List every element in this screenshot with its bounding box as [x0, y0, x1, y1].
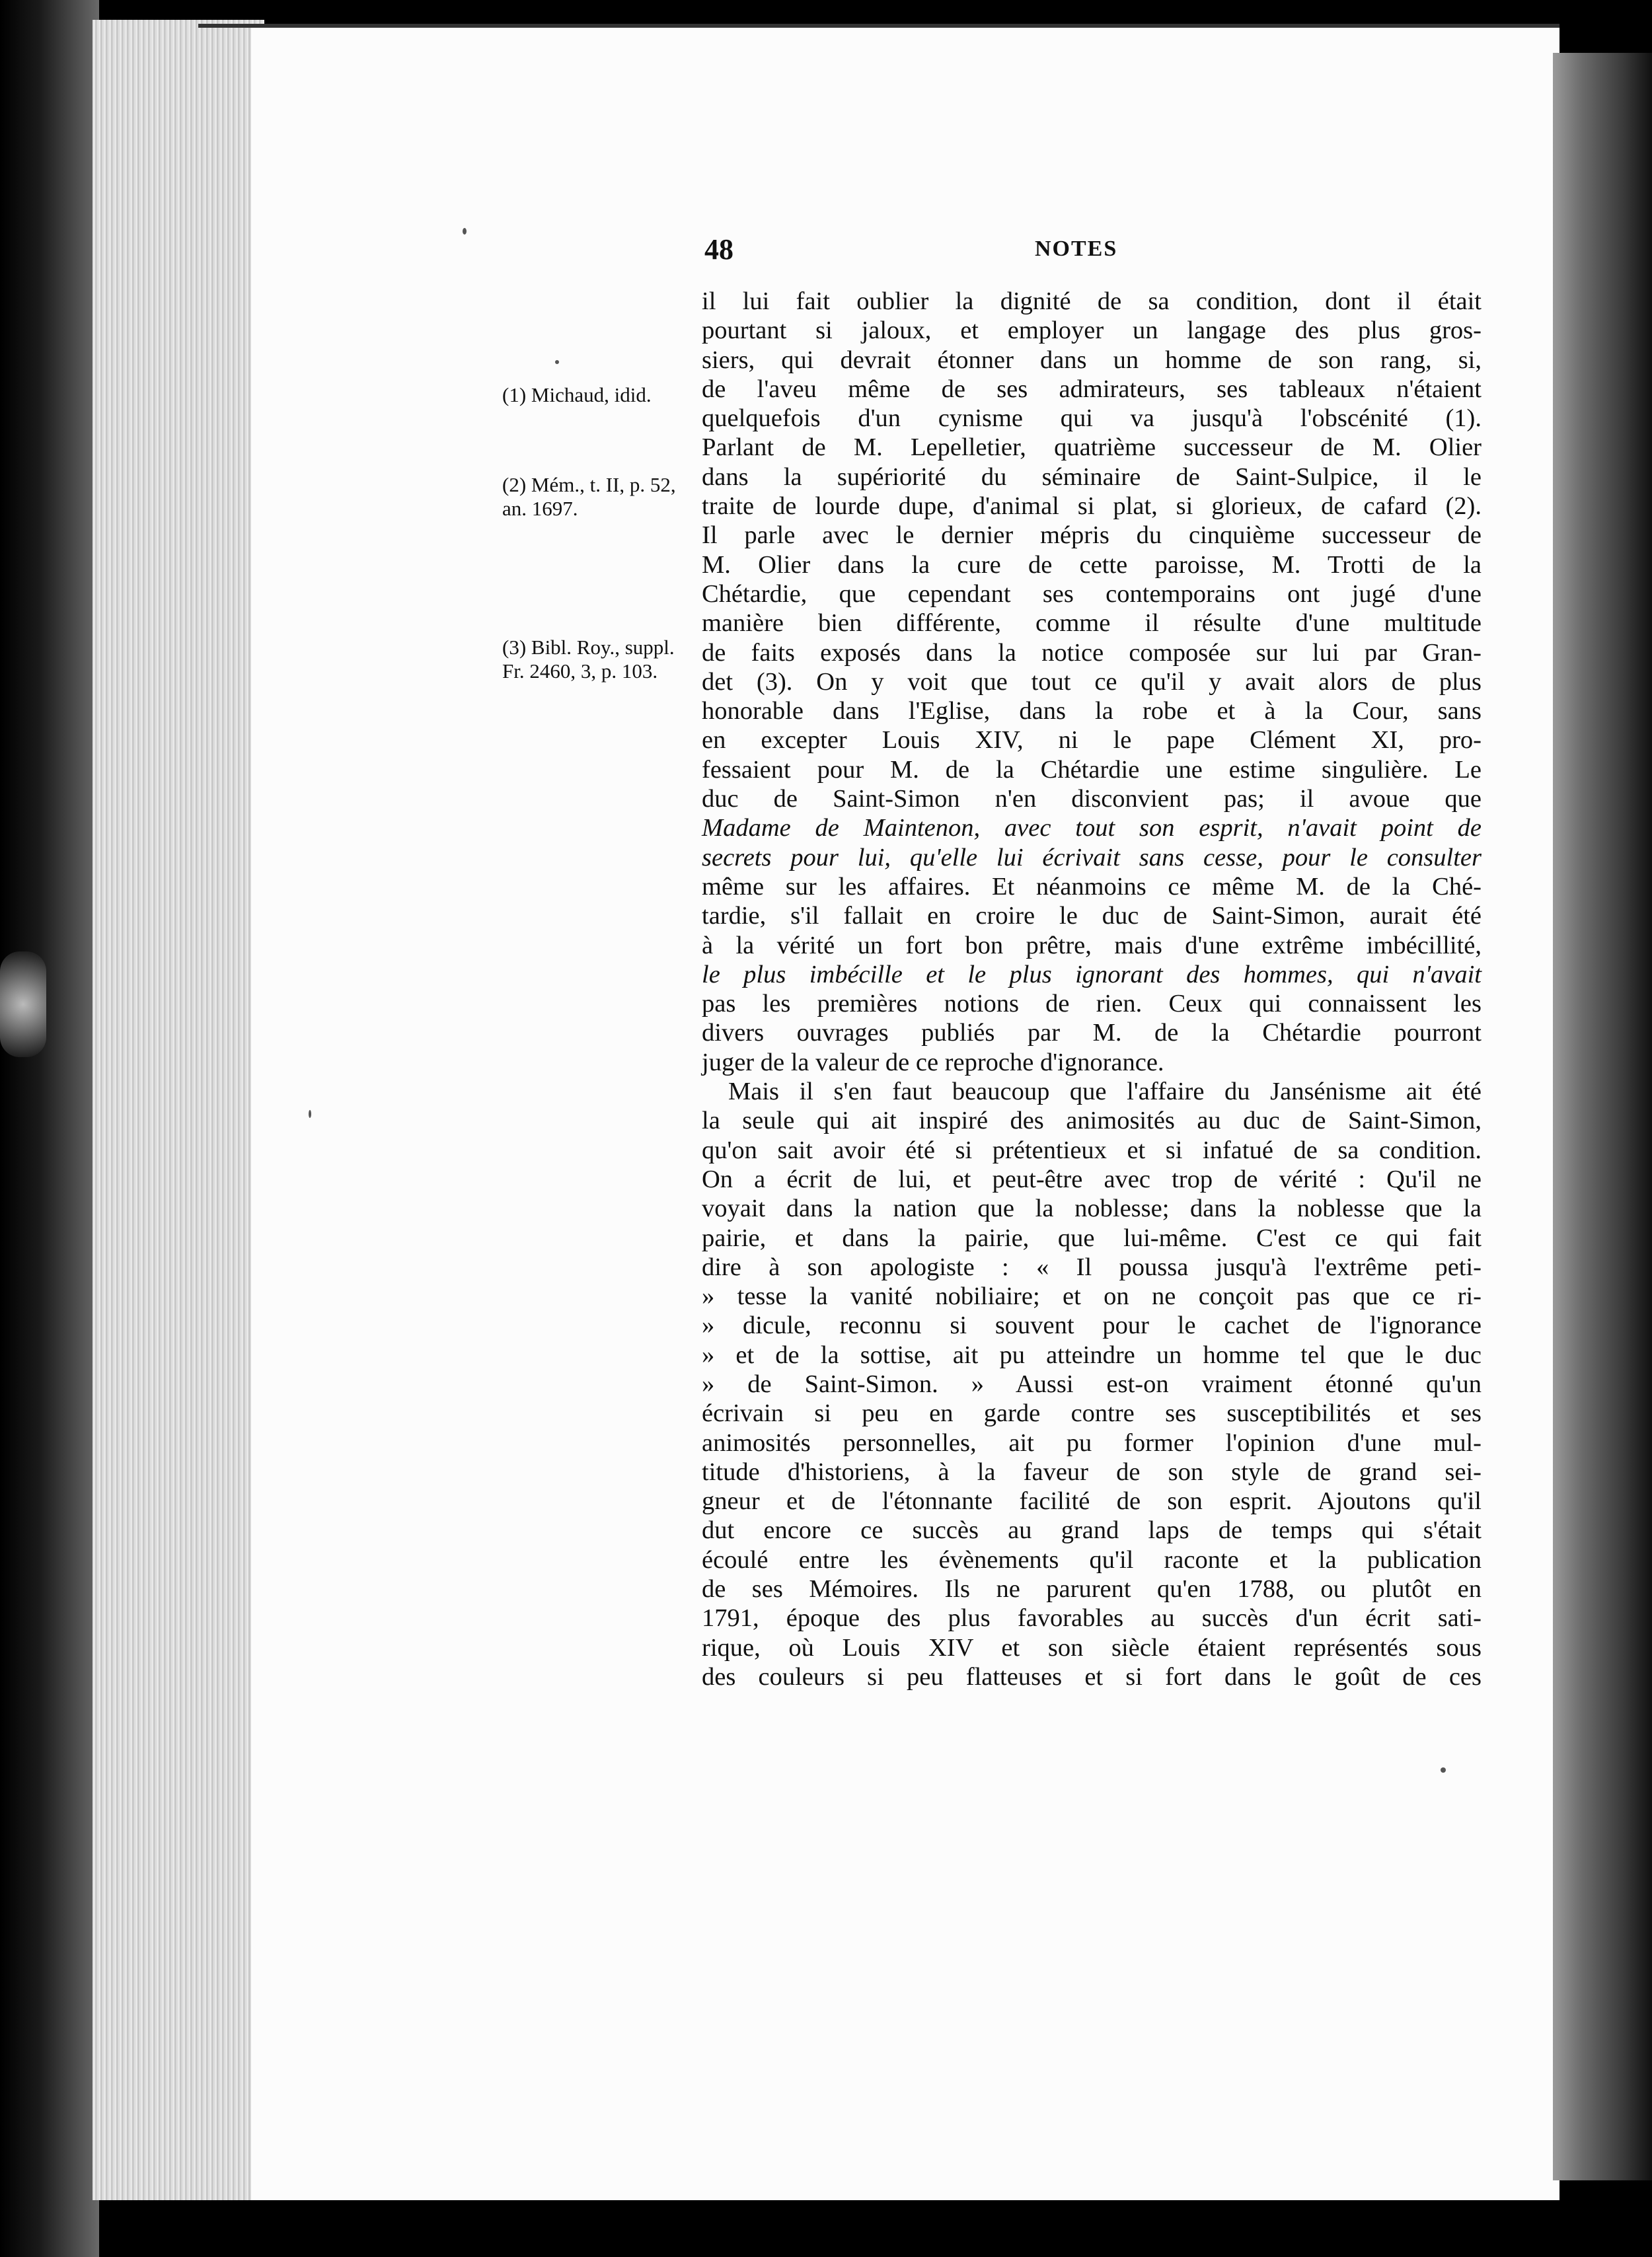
text-line: même sur les affaires. Et néanmoins ce même M. de la Ché-	[702, 872, 1482, 901]
text-line: M. Olier dans la cure de cette paroisse, M. Trotti de la	[702, 550, 1482, 579]
text-line: pourtant si jaloux, et employer un langage des plus gros-	[702, 316, 1482, 345]
text-line: rique, où Louis XIV et son siècle étaient représentés sous	[702, 1633, 1482, 1662]
text-line: duc de Saint-Simon n'en disconvient pas; il avoue que	[702, 785, 1482, 813]
text-line: à la vérité un fort bon prêtre, mais d'une extrême imbécillité,	[702, 931, 1482, 959]
text-line: la seule qui ait inspiré des animosités au duc de Saint-Simon,	[702, 1107, 1482, 1135]
text-line: tardie, s'il fallait en croire le duc de Saint-Simon, aurait été	[702, 902, 1482, 930]
dust-speck	[309, 1110, 311, 1118]
text-line: quelquefois d'un cynisme qui va jusqu'à l'obscénité (1).	[702, 404, 1482, 433]
text-line: Madame de Maintenon, avec tout son esprit, n'avait point de	[702, 814, 1482, 842]
text-line: animosités personnelles, ait pu former l'opinion d'une mul-	[702, 1428, 1482, 1457]
dust-speck	[1441, 1767, 1446, 1773]
margin-note: (2) Mém., t. II, p. 52, an. 1697.	[502, 473, 676, 520]
text-line: de ses Mémoires. Ils ne parurent qu'en 1788, ou plutôt en	[702, 1575, 1482, 1604]
text-line: juger de la valeur de ce reproche d'ignorance.	[702, 1048, 1164, 1076]
text-line: le plus imbécille et le plus ignorant des hommes, qui n'avait	[702, 960, 1482, 988]
text-line: » de Saint-Simon. » Aussi est-on vraiment étonné qu'un	[702, 1370, 1482, 1398]
text-line: » tesse la vanité nobiliaire; et on ne conçoit pas que ce ri-	[702, 1282, 1482, 1311]
text-line: Il parle avec le dernier mépris du cinquième successeur de	[702, 521, 1482, 550]
margin-note: (3) Bibl. Roy., suppl. Fr. 2460, 3, p. 103.	[502, 636, 675, 683]
page-number: 48	[704, 233, 733, 266]
text-line: det (3). On y voit que tout ce qu'il y avait alors de plus	[702, 667, 1482, 696]
dust-speck	[463, 228, 467, 235]
dust-speck	[555, 360, 559, 364]
text-line: de l'aveu même de ses admirateurs, ses tableaux n'étaient	[702, 375, 1482, 403]
page-header	[704, 233, 1484, 266]
text-line: » et de la sottise, ait pu atteindre un homme tel que le duc	[702, 1341, 1482, 1369]
text-line: pas les premières notions de rien. Ceux qui connaissent les	[702, 990, 1482, 1018]
text-line: Chétardie, que cependant ses contemporains ont jugé d'une	[702, 579, 1482, 608]
text-line: pairie, et dans la pairie, que lui-même. C'est ce qui fait	[702, 1224, 1482, 1252]
text-line: 1791, époque des plus favorables au succès d'un écrit sati-	[702, 1604, 1482, 1633]
text-line: » dicule, reconnu si souvent pour le cachet de l'ignorance	[702, 1312, 1482, 1340]
right-page-shadow	[1553, 53, 1652, 2180]
text-line: traite de lourde dupe, d'animal si plat, si glorieux, de cafard (2).	[702, 492, 1482, 521]
text-line: il lui fait oublier la dignité de sa condition, dont il était	[702, 287, 1482, 315]
spine-shadow	[0, 0, 99, 2257]
top-edge-line	[198, 24, 1559, 28]
text-line: siers, qui devrait étonner dans un homme de son rang, si,	[702, 346, 1482, 374]
text-line: de faits exposés dans la notice composée sur lui par Gran-	[702, 638, 1482, 667]
text-line: secrets pour lui, qu'elle lui écrivait sans cesse, pour le consulter	[702, 843, 1482, 871]
text-line: fessaient pour M. de la Chétardie une estime singulière. Le	[702, 755, 1482, 784]
text-line: divers ouvrages publiés par M. de la Chétardie pourront	[702, 1019, 1482, 1047]
body-text	[702, 287, 1482, 1691]
text-line: gneur et de l'étonnante facilité de son esprit. Ajoutons qu'il	[702, 1487, 1482, 1516]
text-line: Mais il s'en faut beaucoup que l'affaire du Jansénisme ait été	[728, 1078, 1482, 1106]
text-line: dut encore ce succès au grand laps de temps qui s'était	[702, 1516, 1482, 1545]
page-clip-shadow	[0, 951, 46, 1057]
text-line: écrivain si peu en garde contre ses susceptibilités et ses	[702, 1399, 1482, 1428]
text-line: On a écrit de lui, et peut-être avec trop de vérité : Qu'il ne	[702, 1165, 1482, 1193]
book-page-edges	[93, 20, 264, 2200]
text-line: en excepter Louis XIV, ni le pape Clément XI, pro-	[702, 726, 1482, 755]
text-line: titude d'historiens, à la faveur de son style de grand sei-	[702, 1458, 1482, 1486]
text-line: qu'on sait avoir été si prétentieux et si infatué de sa condition.	[702, 1136, 1482, 1164]
text-line: Parlant de M. Lepelletier, quatrième successeur de M. Olier	[702, 433, 1482, 462]
text-line: dire à son apologiste : « Il poussa jusqu'à l'extrême peti-	[702, 1253, 1482, 1281]
text-line: voyait dans la nation que la noblesse; dans la noblesse que la	[702, 1195, 1482, 1223]
margin-note: (1) Michaud, idid.	[502, 383, 652, 406]
text-line: honorable dans l'Eglise, dans la robe et à la Cour, sans	[702, 697, 1482, 725]
text-line: écoulé entre les évènements qu'il raconte et la publication	[702, 1545, 1482, 1574]
text-line: manière bien différente, comme il résulte d'une multitude	[702, 609, 1482, 638]
running-head: NOTES	[1035, 237, 1118, 261]
text-line: des couleurs si peu flatteuses et si fort dans le goût de ces	[702, 1662, 1482, 1691]
text-line: dans la supériorité du séminaire de Saint-Sulpice, il le	[702, 462, 1482, 491]
